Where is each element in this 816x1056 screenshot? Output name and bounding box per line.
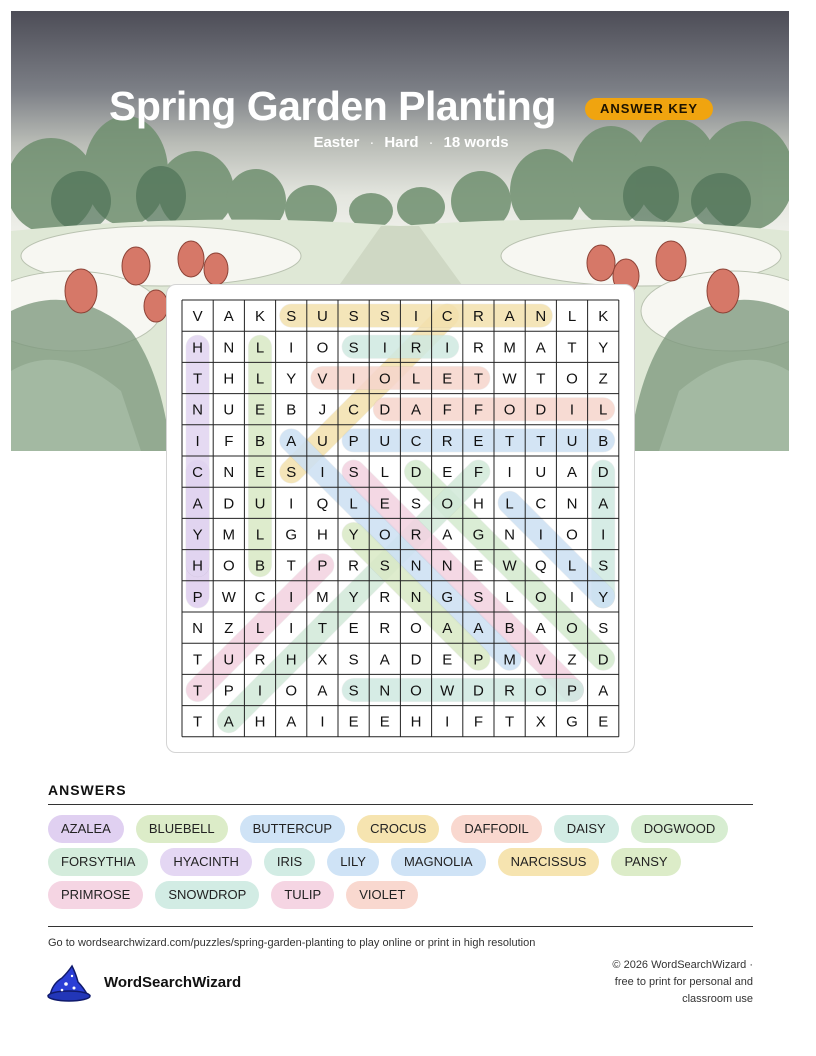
grid-letter: A — [598, 682, 609, 700]
grid-letter: B — [254, 432, 266, 450]
puzzle-meta — [11, 134, 789, 151]
grid-letter: P — [348, 432, 359, 450]
grid-letter: E — [473, 432, 484, 450]
grid-letter: J — [318, 401, 327, 419]
answer-chip-buttercup: BUTTERCUP — [240, 815, 345, 843]
grid-letter: Y — [286, 370, 297, 388]
grid-letter: D — [223, 495, 235, 513]
copyright-line: classroom use — [682, 993, 753, 1005]
answer-chip-bluebell: BLUEBELL — [136, 815, 228, 843]
grid-letter: I — [289, 588, 294, 606]
grid-letter: Y — [348, 588, 359, 606]
answer-chip-tulip: TULIP — [271, 881, 334, 909]
grid-letter: N — [192, 620, 204, 638]
grid-letter: T — [193, 651, 203, 669]
grid-letter: U — [316, 308, 328, 326]
grid-letter: L — [505, 588, 514, 606]
grid-letter: I — [569, 401, 575, 419]
grid-letter: U — [535, 464, 547, 482]
grid-letter: T — [536, 370, 546, 388]
answer-chip-pansy: PANSY — [611, 848, 680, 876]
grid-letter: S — [379, 557, 390, 575]
grid-letter: O — [410, 682, 422, 700]
grid-letter: A — [504, 308, 515, 326]
meta-difficulty: Hard — [384, 134, 419, 151]
grid-letter: I — [382, 339, 387, 357]
grid-letter: I — [351, 370, 356, 388]
grid-letter: V — [535, 651, 546, 669]
grid-letter: G — [566, 713, 578, 731]
grid-letter: B — [598, 432, 609, 450]
grid-letter: L — [255, 620, 265, 638]
grid-letter: S — [473, 588, 484, 606]
answer-chip-violet: VIOLET — [346, 881, 418, 909]
answer-chip-forsythia: FORSYTHIA — [48, 848, 148, 876]
grid-letter: E — [254, 464, 266, 482]
copyright-line: free to print for personal and — [614, 976, 753, 988]
grid-letter: B — [504, 620, 515, 638]
answer-chip-magnolia: MAGNOLIA — [391, 848, 486, 876]
grid-letter: O — [566, 620, 578, 638]
answer-key-badge: ANSWER KEY — [585, 98, 713, 120]
grid-letter: L — [567, 308, 577, 326]
grid-letter: O — [222, 557, 235, 575]
footer-url-note: Go to wordsearchwizard.com/puzzles/spring-garden-planting to play online or print in high resolution — [48, 937, 536, 949]
answer-chip-primrose: PRIMROSE — [48, 881, 143, 909]
grid-letter: R — [379, 588, 391, 606]
copyright-note — [563, 957, 753, 1008]
grid-letter: E — [473, 557, 484, 575]
grid-letter: D — [472, 682, 484, 700]
grid-letter: I — [195, 432, 200, 450]
grid-letter: F — [442, 401, 452, 419]
grid-letter: S — [348, 339, 359, 357]
grid-letter: A — [317, 682, 328, 700]
grid-letter: A — [535, 339, 546, 357]
grid-letter: I — [445, 713, 450, 731]
grid-letter: H — [285, 651, 297, 669]
page-title: Spring Garden Planting — [109, 83, 556, 129]
grid-letter: O — [534, 682, 547, 700]
grid-letter: A — [286, 713, 297, 731]
grid-letter: O — [410, 620, 422, 638]
grid-letter: Y — [598, 339, 609, 357]
grid-letter: T — [473, 370, 483, 388]
grid-letter: A — [535, 620, 546, 638]
grid-letter: D — [410, 464, 422, 482]
grid-letter: T — [505, 713, 515, 731]
grid-letter: Y — [348, 526, 359, 544]
grid-letter: L — [255, 370, 265, 388]
grid-letter: T — [567, 339, 577, 357]
grid-letter: W — [440, 682, 455, 700]
grid-letter: A — [223, 308, 234, 326]
grid-letter: P — [473, 651, 484, 669]
grid-letter: S — [348, 464, 359, 482]
grid-letter: I — [445, 339, 450, 357]
grid-letter: E — [442, 464, 453, 482]
grid-letter: K — [254, 308, 266, 326]
grid-letter: L — [411, 370, 421, 388]
grid-letter: I — [320, 713, 325, 731]
grid-letter: O — [566, 526, 578, 544]
grid-letter: W — [502, 557, 517, 575]
grid-letter: S — [348, 651, 359, 669]
grid-letter: E — [254, 401, 266, 419]
grid-letter: D — [597, 651, 609, 669]
grid-letter: F — [473, 713, 483, 731]
grid-letter: P — [223, 682, 234, 700]
grid-letter: A — [598, 495, 609, 513]
grid-letter: U — [254, 495, 266, 513]
grid-letter: D — [597, 464, 609, 482]
grid-letter: S — [379, 308, 390, 326]
answer-chip-daffodil: DAFFODIL — [451, 815, 541, 843]
grid-letter: U — [316, 432, 328, 450]
grid-letter: E — [379, 495, 390, 513]
grid-letter: A — [223, 713, 234, 731]
grid-letter: N — [223, 339, 235, 357]
grid-letter: R — [410, 339, 422, 357]
grid-letter: O — [378, 370, 391, 388]
answer-chip-snowdrop: SNOWDROP — [155, 881, 259, 909]
grid-letter: X — [535, 713, 546, 731]
grid-letter: H — [316, 526, 328, 544]
grid-letter: N — [223, 464, 235, 482]
grid-letter: I — [320, 464, 325, 482]
grid-letter: I — [569, 588, 575, 606]
grid-letter: M — [222, 526, 236, 544]
grid-letter: O — [441, 495, 454, 513]
grid-letter: H — [223, 370, 235, 388]
grid-letter: Y — [192, 526, 203, 544]
grid-letter: I — [538, 526, 543, 544]
grid-letter: S — [348, 308, 359, 326]
meta-theme: Easter — [313, 134, 360, 151]
grid-letter: T — [505, 432, 515, 450]
word-search-grid — [167, 285, 636, 754]
grid-letter: I — [257, 682, 263, 700]
grid-letter: R — [410, 526, 422, 544]
grid-letter: K — [598, 308, 609, 326]
grid-letter: O — [534, 588, 547, 606]
grid-letter: N — [535, 308, 547, 326]
meta-separator: · — [369, 134, 375, 151]
grid-letter: D — [379, 401, 391, 419]
grid-letter: S — [348, 682, 359, 700]
grid-letter: R — [472, 308, 484, 326]
grid-letter: N — [379, 682, 391, 700]
answer-chip-daisy: DAISY — [554, 815, 619, 843]
grid-letter: U — [379, 432, 391, 450]
grid-letter: X — [317, 651, 328, 669]
grid-letter: L — [505, 495, 514, 513]
grid-letter: R — [348, 557, 360, 575]
grid-letter: I — [289, 495, 294, 513]
grid-letter: V — [317, 370, 328, 388]
grid-letter: R — [504, 682, 516, 700]
grid-letter: L — [380, 464, 389, 482]
answer-chip-iris: IRIS — [264, 848, 315, 876]
grid-letter: S — [286, 308, 297, 326]
grid-letter: O — [285, 682, 298, 700]
grid-letter: H — [192, 339, 204, 357]
answer-chip-hyacinth: HYACINTH — [160, 848, 251, 876]
answers-divider — [48, 804, 753, 805]
grid-letter: E — [598, 713, 609, 731]
grid-letter: E — [348, 713, 359, 731]
grid-letter: L — [349, 495, 358, 513]
grid-letter: C — [192, 464, 204, 482]
grid-letter: E — [379, 713, 390, 731]
grid-letter: N — [410, 588, 422, 606]
grid-letter: N — [566, 495, 578, 513]
grid-letter: A — [410, 401, 422, 419]
grid-letter: G — [285, 526, 298, 544]
answer-chip-crocus: CROCUS — [357, 815, 439, 843]
word-search-card — [166, 284, 635, 753]
brand-name: WordSearchWizard — [104, 974, 242, 991]
grid-letter: A — [379, 651, 390, 669]
grid-letter: P — [317, 557, 328, 575]
grid-letter: C — [254, 588, 266, 606]
grid-letter: P — [192, 588, 203, 606]
grid-letter: N — [441, 557, 453, 575]
grid-letter: H — [192, 557, 204, 575]
grid-letter: G — [472, 526, 485, 544]
grid-letter: A — [286, 432, 297, 450]
grid-letter: I — [289, 620, 294, 638]
grid-letter: N — [504, 526, 516, 544]
grid-letter: T — [193, 713, 203, 731]
grid-letter: T — [193, 370, 203, 388]
grid-letter: A — [473, 620, 484, 638]
grid-letter: C — [348, 401, 360, 419]
grid-letter: O — [378, 526, 391, 544]
grid-letter: A — [192, 495, 203, 513]
grid-letter: S — [286, 464, 297, 482]
grid-letter: N — [410, 557, 422, 575]
grid-letter: H — [254, 713, 266, 731]
grid-letter: U — [223, 651, 235, 669]
grid-letter: S — [598, 620, 609, 638]
grid-letter: G — [441, 588, 454, 606]
meta-separator: · — [428, 134, 434, 151]
grid-letter: Y — [598, 588, 609, 606]
grid-letter: L — [255, 526, 265, 544]
grid-letter: A — [566, 464, 578, 482]
copyright-line: © 2026 WordSearchWizard · — [612, 959, 753, 971]
grid-letter: U — [223, 401, 235, 419]
grid-letter: I — [289, 339, 294, 357]
grid-letter: B — [254, 557, 266, 575]
grid-letter: V — [192, 308, 203, 326]
grid-letter: U — [566, 432, 578, 450]
answers-heading: ANSWERS — [48, 782, 127, 798]
grid-letter: W — [221, 588, 236, 606]
grid-letter: R — [379, 620, 391, 638]
grid-letter: T — [286, 557, 296, 575]
grid-letter: L — [567, 557, 577, 575]
grid-letter: C — [441, 308, 453, 326]
grid-letter: E — [442, 370, 453, 388]
grid-letter: T — [193, 682, 203, 700]
grid-letter: N — [192, 401, 204, 419]
grid-letter: A — [442, 620, 453, 638]
grid-letter: H — [472, 495, 484, 513]
grid-letter: M — [503, 651, 516, 669]
grid-letter: E — [442, 651, 453, 669]
meta-word-count: 18 words — [443, 134, 509, 151]
grid-letter: W — [502, 370, 517, 388]
grid-letter: C — [410, 432, 422, 450]
grid-letter: C — [535, 495, 547, 513]
grid-letter: F — [473, 401, 483, 419]
grid-letter: M — [316, 588, 329, 606]
grid-letter: A — [442, 526, 453, 544]
grid-letter: O — [503, 401, 516, 419]
grid-letter: P — [566, 682, 578, 700]
answer-chip-dogwood: DOGWOOD — [631, 815, 729, 843]
footer-divider — [48, 926, 753, 927]
grid-letter: O — [566, 370, 578, 388]
grid-letter: I — [601, 526, 606, 544]
grid-letter: M — [503, 339, 516, 357]
grid-letter: L — [599, 401, 608, 419]
grid-letter: B — [286, 401, 297, 419]
grid-letter: R — [441, 432, 453, 450]
grid-letter: Q — [316, 495, 329, 513]
grid-letter: O — [316, 339, 329, 357]
grid-letter: I — [507, 464, 512, 482]
answer-chip-lily: LILY — [327, 848, 379, 876]
grid-letter: Q — [534, 557, 547, 575]
grid-letter: S — [410, 495, 422, 513]
grid-letter: T — [536, 432, 546, 450]
grid-letter: E — [348, 620, 359, 638]
wizard-hat-icon — [46, 962, 92, 1004]
grid-letter: F — [473, 464, 483, 482]
grid-letter: T — [317, 620, 327, 638]
grid-letter: I — [413, 308, 419, 326]
grid-letter: Z — [224, 620, 234, 638]
grid-letter: D — [410, 651, 422, 669]
answer-chip-narcissus: NARCISSUS — [498, 848, 600, 876]
grid-letter: H — [410, 713, 422, 731]
grid-letter: F — [224, 432, 234, 450]
grid-letter: L — [255, 339, 265, 357]
grid-letter: R — [472, 339, 484, 357]
answer-chip-azalea: AZALEA — [48, 815, 124, 843]
grid-letter: R — [254, 651, 266, 669]
grid-letter: D — [535, 401, 547, 419]
grid-letter: Z — [567, 651, 577, 669]
answer-word-list — [48, 815, 758, 909]
grid-letter: S — [598, 557, 609, 575]
grid-letter: Z — [598, 370, 608, 388]
